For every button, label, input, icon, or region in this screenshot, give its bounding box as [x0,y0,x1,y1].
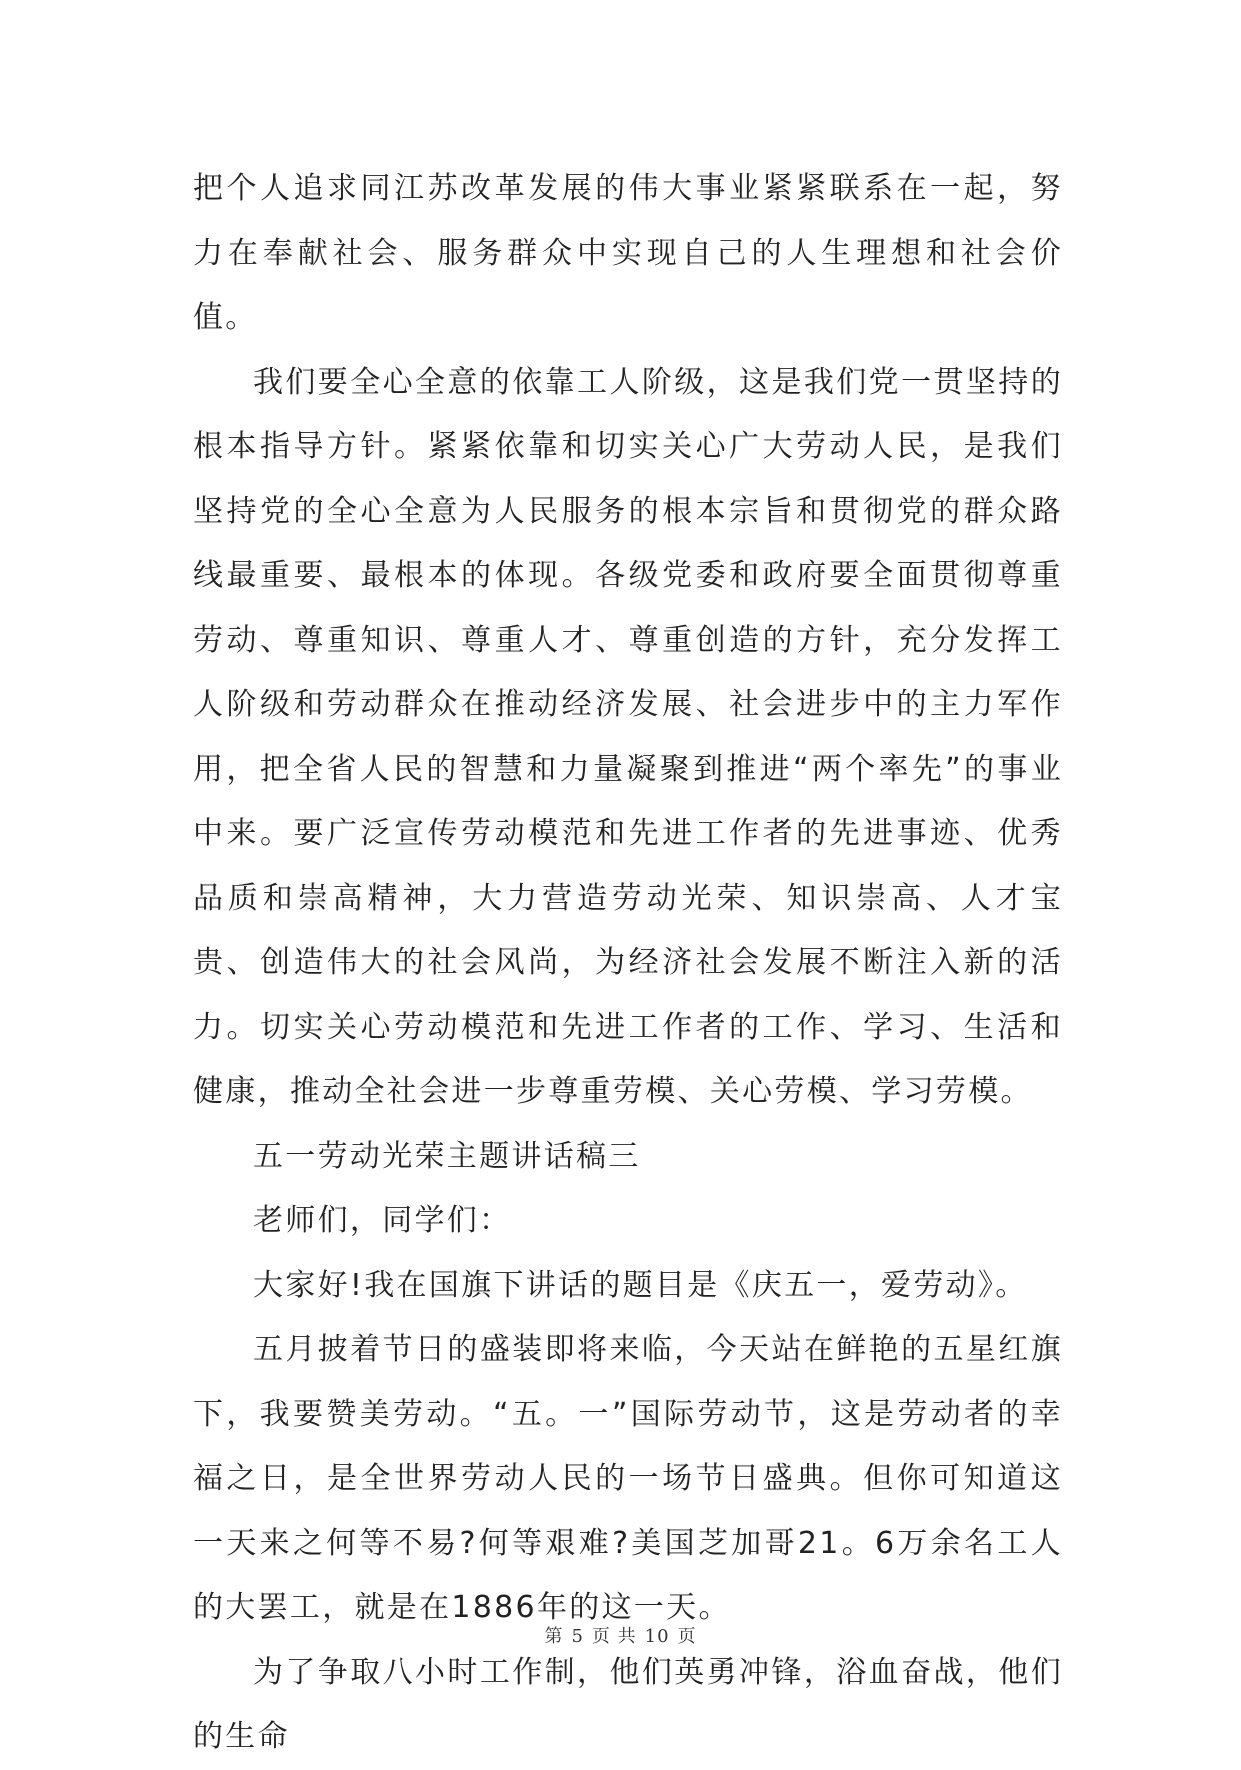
greeting: 大家好!我在国旗下讲话的题目是《庆五一，爱劳动》。 [253,1267,1028,1303]
page-footer [0,1622,1241,1648]
footer-middle: 页 共 [591,1626,637,1647]
paragraph-7: 为了争取八小时工作制，他们英勇冲锋，浴血奋战，他们的生命 [193,1654,1063,1754]
footer-prefix: 第 [544,1626,564,1647]
salutation: 老师们，同学们： [253,1203,512,1238]
footer-current-page: 5 [571,1626,584,1647]
footer-total-pages: 10 [644,1626,670,1647]
paragraph-1: 把个人追求同江苏改革发展的伟大事业紧紧联系在一起，努力在奉献社会、服务群众中实现自己的人生理想和社会价值。 [193,171,1063,335]
footer-suffix: 页 [677,1626,697,1647]
document-body [193,157,1063,1770]
section-heading: 五一劳动光荣主题讲话稿三 [253,1138,641,1174]
paragraph-6: 五月披着节日的盛装即将来临，今天站在鲜艳的五星红旗下，我要赞美劳动。“五。一”国际劳动节，这是劳动者的幸福之日，是全世界劳动人民的一场节日盛典。但你可知道这一天来之何等不易?何等艰难?美国芝加哥21。6万余名工人的大罢工，就是在1886年的这一天。 [193,1332,1063,1625]
paragraph-2: 我们要全心全意的依靠工人阶级，这是我们党一贯坚持的根本指导方针。紧紧依靠和切实关心广大劳动人民，是我们坚持党的全心全意为人民服务的根本宗旨和贯彻党的群众路线最重要、最根本的体现。各级党委和政府要全面贯彻尊重劳动、尊重知识、尊重人才、尊重创造的方针，充分发挥工人阶级和劳动群众在推动经济发展、社会进步中的主力军作用，把全省人民的智慧和力量凝聚到推进“两个率先”的事业中来。要广泛宣传劳动模范和先进工作者的先进事迹、优秀品质和崇高精神，大力营造劳动光荣、知识崇高、人才宝贵、创造伟大的社会风尚，为经济社会发展不断注入新的活力。切实关心劳动模范和先进工作者的工作、学习、生活和健康，推动全社会进一步尊重劳模、关心劳模、学习劳模。 [193,364,1063,1109]
